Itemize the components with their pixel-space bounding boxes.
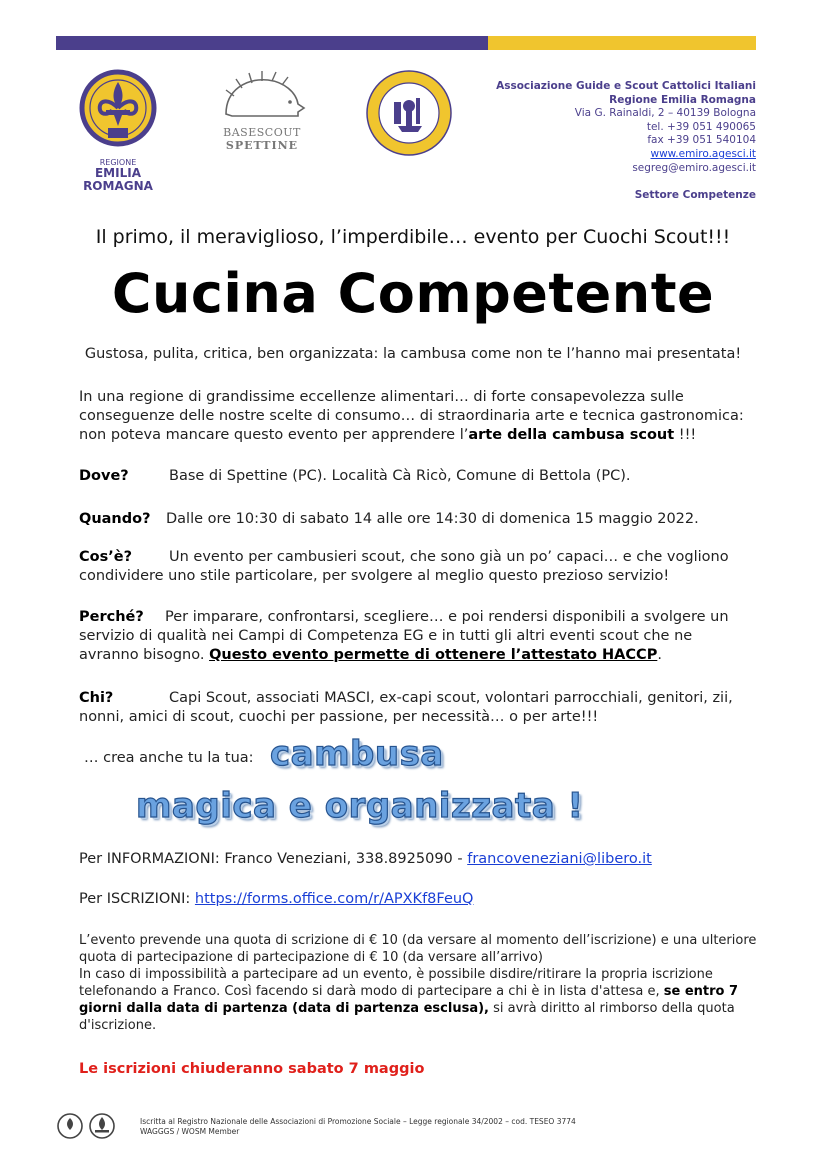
perche-text: Per imparare, confrontarsi, scegliere… e poi rendersi disponibili a svolgere un servizio di qualità nei Campi di Competenza EG e in tutti gli altri eventi scout che ne avranno bisogno. xyxy=(79,609,729,663)
association-email: segreg@emiro.agesci.it xyxy=(632,161,756,174)
iscrizioni-line xyxy=(79,890,751,909)
cose-text: Un evento per cambusieri scout, che sono già un po’ capaci… e che vogliono condividere uno stile particolare, per svolgere al meglio questo prezioso servizio! xyxy=(79,549,729,584)
section-dove xyxy=(79,467,751,486)
iscrizioni-form-link[interactable]: https://forms.office.com/r/APXKf8FeuQ xyxy=(194,891,474,907)
fees-paragraph xyxy=(79,932,769,1034)
footer-logos xyxy=(56,1110,120,1142)
purple-bar xyxy=(56,36,488,50)
info-line xyxy=(79,850,751,869)
fleur-de-lis-icon xyxy=(78,68,158,154)
chi-text: Capi Scout, associati MASCI, ex-capi scout, volontari parrocchiali, genitori, zii, nonni, amici di scout, cuochi per passione, per necessità… o per arte!!! xyxy=(79,690,733,725)
association-address: Via G. Rainaldi, 2 – 40139 Bologna xyxy=(574,107,756,120)
section-chi xyxy=(79,689,751,727)
association-fax: fax +39 051 540104 xyxy=(647,134,756,147)
section-quando xyxy=(79,510,751,529)
logo-emilia-label: EMILIA xyxy=(94,166,141,180)
event-title: Cucina Competente xyxy=(111,262,715,325)
association-sector: Settore Competenze xyxy=(634,189,756,202)
agesci-emilia-romagna-logo xyxy=(78,68,158,192)
fees-text-1: L’evento prevende una quota di scrizione di € 10 (da versare al momento dell’iscrizione) e una ulteriore quota di partecipazione di partecipazione di € 10 (da versare all’arrivo) xyxy=(79,933,757,965)
basescout-label: BASESCOUT xyxy=(223,126,301,139)
quando-label: Quando? xyxy=(79,511,151,527)
basescout-spettine-logo xyxy=(212,70,312,154)
perche-label: Perché? xyxy=(79,609,144,625)
footer-text xyxy=(140,1117,576,1137)
intro-tail: !!! xyxy=(674,427,697,443)
section-perche xyxy=(79,608,751,665)
association-website-link[interactable]: www.emiro.agesci.it xyxy=(650,147,756,160)
association-tel: tel. +39 051 490065 xyxy=(646,120,756,133)
cose-label: Cos’è? xyxy=(79,549,132,565)
iscrizioni-label: Per ISCRIZIONI: xyxy=(79,891,195,907)
magica-organizzata-wordart: magica e organizzata ! xyxy=(136,786,584,826)
header-color-bar xyxy=(56,36,756,50)
chi-label: Chi? xyxy=(79,690,114,706)
intro-text: In una regione di grandissime eccellenze alimentari… di forte consapevolezza sulle conseguenze delle nostre scelte di consumo… di straordinaria arte e tecnica gastronomica: non poteva mancare questo evento per apprendere l’ xyxy=(79,389,744,443)
intro-bold: arte della cambusa scout xyxy=(468,427,675,443)
section-cose xyxy=(79,548,751,586)
crea-lead: … crea anche tu la tua: xyxy=(84,750,254,766)
info-email-link[interactable]: francoveneziani@libero.it xyxy=(467,851,652,867)
cambusa-wordart: cambusa xyxy=(270,734,444,774)
association-region: Regione Emilia Romagna xyxy=(609,93,756,106)
fees-text-2b: se entro 7 giorni dalla data di partenza (data di partenza esclusa), xyxy=(79,984,739,1016)
perche-highlight: Questo evento permette di ottenere l’attestato HACCP xyxy=(209,647,658,663)
event-tagline: Il primo, il meraviglioso, l’imperdibile… evento per Cuochi Scout!!! xyxy=(95,226,731,248)
fees-text-2a: In caso di impossibilità a partecipare ad un evento, è possibile disdire/ritirare la propria iscrizione telefonando a Franco. Così facendo si darà modo di partecipare a chi è in lista d'attesa e, xyxy=(79,967,713,999)
association-info xyxy=(456,80,756,203)
logo-romagna-label: ROMAGNA xyxy=(83,179,153,193)
settore-competenze-logo xyxy=(364,68,454,158)
association-name: Associazione Guide e Scout Cattolici Italiani xyxy=(496,80,756,92)
logo-region-label: REGIONE xyxy=(99,158,137,167)
wagggs-wosm-icon xyxy=(56,1110,120,1142)
spettine-label: SPETTINE xyxy=(225,139,299,152)
event-subtagline: Gustosa, pulita, critica, ben organizzata: la cambusa come non te l’hanno mai presentata! xyxy=(84,346,742,362)
info-label: Per INFORMAZIONI: Franco Veneziani, 338.8925090 - xyxy=(79,851,468,867)
fees-text-2c: si avrà diritto al rimborso della quota d'iscrizione. xyxy=(79,1001,735,1033)
hedgehog-icon xyxy=(212,70,312,122)
perche-tail: . xyxy=(657,647,662,663)
competenze-badge-icon xyxy=(364,68,454,158)
dove-text: Base di Spettine (PC). Località Cà Ricò, Comune di Bettola (PC). xyxy=(169,468,631,484)
dove-label: Dove? xyxy=(79,468,129,484)
footer-line-2: WAGGGS / WOSM Member xyxy=(140,1127,240,1136)
quando-text: Dalle ore 10:30 di sabato 14 alle ore 14:30 di domenica 15 maggio 2022. xyxy=(166,511,699,527)
footer-line-1: Iscritta al Registro Nazionale delle Associazioni di Promozione Sociale – Legge regionale 34/2002 – cod. TESEO 3774 xyxy=(140,1117,576,1126)
intro-paragraph xyxy=(79,388,751,445)
yellow-bar xyxy=(488,36,756,50)
registration-closing: Le iscrizioni chiuderanno sabato 7 maggio xyxy=(79,1061,425,1077)
